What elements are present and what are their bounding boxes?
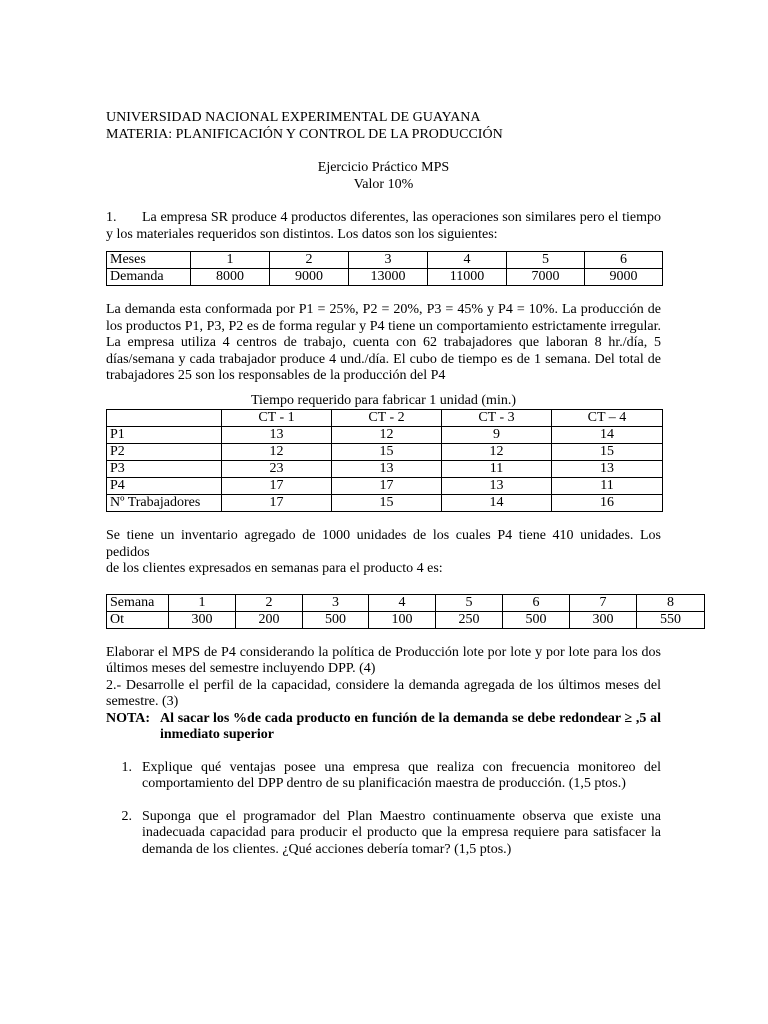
table-row	[107, 594, 705, 611]
table-cell: Semana	[107, 594, 169, 611]
time-table-caption: Tiempo requerido para fabricar 1 unidad (min.)	[250, 392, 516, 408]
table-cell: 11	[442, 461, 552, 478]
demand-table	[106, 251, 663, 286]
table-cell: 13	[332, 461, 442, 478]
table-cell: Nº Trabajadores	[107, 495, 222, 512]
table-cell: 12	[332, 427, 442, 444]
nota-line: inmediato superior	[160, 727, 274, 742]
table-cell: 17	[332, 478, 442, 495]
document-page	[106, 110, 681, 858]
question-line: inadecuada capacidad para producir el producto que la empresa requiere para satisfacer la	[142, 825, 661, 840]
paragraph-line: últimos meses del semestre incluyendo DPP. (4)	[106, 661, 376, 676]
table-cell: 100	[369, 611, 436, 628]
table-row	[107, 461, 663, 478]
table-cell: 9000	[270, 269, 349, 286]
list-item	[106, 760, 661, 793]
table-cell: 16	[552, 495, 663, 512]
paragraph-demand	[106, 302, 661, 385]
table-cell: 13	[442, 478, 552, 495]
table-cell: 12	[222, 444, 332, 461]
table-cell: 15	[332, 444, 442, 461]
table-cell: 4	[369, 594, 436, 611]
table-cell: 11	[552, 478, 663, 495]
question-1-line-2: y los materiales requeridos son distintos. Los datos son los siguientes:	[106, 226, 498, 242]
list-item	[106, 809, 661, 859]
table-cell: 12	[442, 444, 552, 461]
paragraph-line: semestre. (3)	[106, 694, 179, 709]
table-cell: Demanda	[107, 269, 191, 286]
table-row	[107, 427, 663, 444]
table-cell: 550	[637, 611, 705, 628]
table-cell: 300	[169, 611, 236, 628]
table-cell: 1	[169, 594, 236, 611]
paragraph-tasks	[106, 645, 661, 711]
university-name: UNIVERSIDAD NACIONAL EXPERIMENTAL DE GUAYANA	[106, 110, 481, 125]
list-spacer	[106, 793, 661, 809]
table-cell: Meses	[107, 252, 191, 269]
table-cell: 6	[503, 594, 570, 611]
questions-list	[106, 760, 661, 859]
table-cell: 9	[442, 427, 552, 444]
paragraph-line: La demanda esta conformada por P1 = 25%, P2 = 20%, P3 = 45% y P4 = 10%. La producción de	[106, 302, 661, 317]
table-cell: 14	[552, 427, 663, 444]
exercise-title: Ejercicio Práctico MPS	[317, 160, 450, 175]
table-row	[107, 478, 663, 495]
table-cell: 500	[303, 611, 369, 628]
question-number: 2.	[121, 808, 132, 824]
table-cell: 13	[222, 427, 332, 444]
table-row	[107, 269, 663, 286]
nota-line: Al sacar los %de cada producto en función de la demanda se debe redondear ≥ ,5 al	[160, 710, 661, 726]
table-cell: 1	[191, 252, 270, 269]
table-cell: P3	[107, 461, 222, 478]
table-row	[107, 495, 663, 512]
table-cell: CT - 3	[442, 410, 552, 427]
table-cell: 23	[222, 461, 332, 478]
paragraph-line: los productos P1, P3, P2 es de forma regular y P4 tiene un comportamiento estrictamente irregular.	[106, 318, 661, 334]
subject-title: MATERIA: PLANIFICACIÓN Y CONTROL DE LA PRODUCCIÓN	[106, 126, 503, 142]
table-cell: 5	[507, 252, 585, 269]
paragraph-line: días/semana y cada trabajador produce 4 und./día. El cubo de tiempo es de 1 semana. Del total de	[106, 351, 661, 367]
table-cell: 250	[436, 611, 503, 628]
table-cell: 13000	[349, 269, 428, 286]
question-1-number: 1.	[106, 210, 117, 225]
paragraph-line: Elaborar el MPS de P4 considerando la política de Producción lote por lote y por lote para los dos	[106, 644, 661, 660]
table-cell: CT – 4	[552, 410, 663, 427]
question-line: Suponga que el programador del Plan Maestro continuamente observa que existe una	[142, 808, 661, 824]
table-cell: 8000	[191, 269, 270, 286]
table-cell: 500	[503, 611, 570, 628]
table-cell: 17	[222, 495, 332, 512]
table-cell: 3	[349, 252, 428, 269]
table-cell: CT - 1	[222, 410, 332, 427]
question-line: Explique qué ventajas posee una empresa que realiza con frecuencia monitoreo del	[142, 759, 661, 775]
time-table	[106, 409, 663, 512]
table-cell: 13	[552, 461, 663, 478]
table-cell: P4	[107, 478, 222, 495]
table-cell: 300	[570, 611, 637, 628]
table-cell: 15	[332, 495, 442, 512]
table-cell: 11000	[428, 269, 507, 286]
table-cell: CT - 2	[332, 410, 442, 427]
paragraph-line: Se tiene un inventario agregado de 1000 unidades de los cuales P4 tiene 410 unidades. Los pedidos	[106, 528, 661, 560]
paragraph-line: La empresa utiliza 4 centros de trabajo, cuenta con 62 trabajadores que laboran 8 hr./día, 5	[106, 335, 661, 350]
nota-block	[106, 711, 661, 744]
table-cell: 17	[222, 478, 332, 495]
table-row	[107, 410, 663, 427]
table-cell: 7000	[507, 269, 585, 286]
table-cell: 15	[552, 444, 663, 461]
table-cell: 2	[236, 594, 303, 611]
table-cell: 7	[570, 594, 637, 611]
question-line: comportamiento del DPP dentro de su planificación maestra de producción. (1,5 ptos.)	[142, 776, 626, 791]
question-1-line-1: La empresa SR produce 4 productos diferentes, las operaciones son similares pero el tiempo	[142, 210, 661, 225]
table-cell: 3	[303, 594, 369, 611]
nota-label: NOTA:	[106, 710, 151, 726]
paragraph-line: 2.- Desarrolle el perfil de la capacidad, considere la demanda agregada de los últimos meses del	[106, 677, 661, 693]
table-cell: P2	[107, 444, 222, 461]
orders-table	[106, 594, 705, 629]
table-cell: 14	[442, 495, 552, 512]
table-cell: 9000	[585, 269, 663, 286]
question-line: demanda de los clientes. ¿Qué acciones debería tomar? (1,5 ptos.)	[142, 841, 512, 857]
table-cell: P1	[107, 427, 222, 444]
question-1-text	[106, 210, 661, 227]
table-cell: 6	[585, 252, 663, 269]
paragraph-line: trabajadores 25 son los responsables de la producción del P4	[106, 368, 446, 383]
exercise-value: Valor 10%	[353, 176, 414, 192]
table-row	[107, 252, 663, 269]
table-cell: 5	[436, 594, 503, 611]
table-cell: 8	[637, 594, 705, 611]
table-row	[107, 611, 705, 628]
table-row	[107, 444, 663, 461]
table-cell: 2	[270, 252, 349, 269]
question-number: 1.	[121, 759, 132, 775]
table-cell: Ot	[107, 611, 169, 628]
paragraph-line: de los clientes expresados en semanas para el producto 4 es:	[106, 561, 443, 576]
paragraph-inventory	[106, 528, 661, 578]
table-cell	[107, 410, 222, 427]
table-cell: 4	[428, 252, 507, 269]
table-cell: 200	[236, 611, 303, 628]
